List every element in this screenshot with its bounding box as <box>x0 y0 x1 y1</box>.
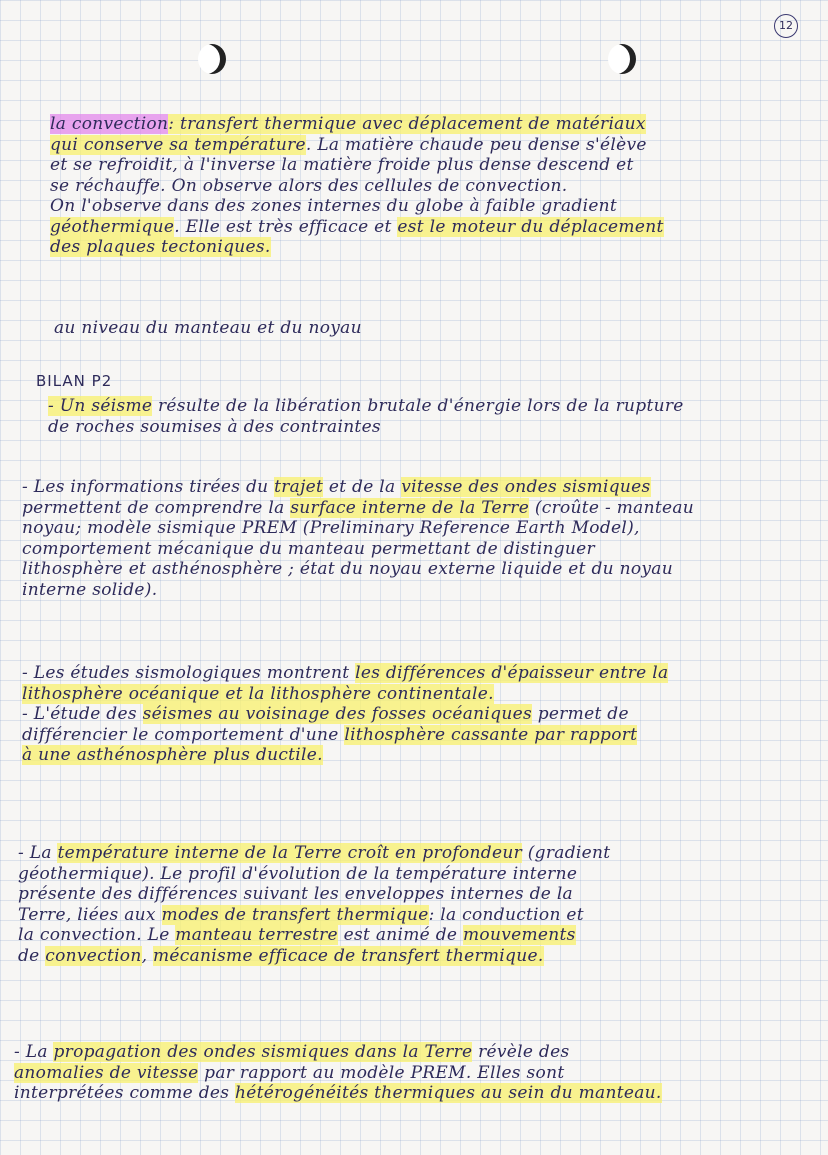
text-line: de roches soumises à des contraintes <box>48 416 381 437</box>
text-line: noyau; modèle sismique PREM (Preliminary Reference Earth Model), <box>22 518 640 538</box>
bilan-paragraph-2 <box>22 477 812 600</box>
text-line: - La température interne de la Terre croît en profondeur (gradient <box>18 843 611 863</box>
text-line: - Les études sismologiques montrent les différences d'épaisseur entre la <box>22 663 669 683</box>
page-number: 12 <box>774 14 798 38</box>
text-line: comportement mécanique du manteau permettant de distinguer <box>22 538 595 559</box>
convection-term: la convection <box>50 114 169 134</box>
text-line: interprétées comme des hétérogénéités thermiques au sein du manteau. <box>14 1083 662 1103</box>
text-line: interne solide). <box>22 579 158 600</box>
text-line: qui conserve sa température. La matière chaude peu dense s'élève <box>50 134 647 155</box>
text-line: et se refroidit, à l'inverse la matière froide plus dense descend et <box>50 155 634 175</box>
bilan-paragraph-4 <box>18 843 808 966</box>
bilan-paragraph-3 <box>22 663 812 766</box>
binder-hole-right <box>608 44 636 74</box>
bilan-title: BILAN P2 <box>36 372 113 390</box>
text-line: On l'observe dans des zones internes du globe à faible gradient <box>50 196 618 216</box>
text-line: permettent de comprendre la surface interne de la Terre (croûte - manteau <box>22 497 695 518</box>
text-line: à une asthénosphère plus ductile. <box>22 745 323 765</box>
bilan-paragraph-5 <box>14 1042 804 1104</box>
text-line: se réchauffe. On observe alors des cellules de convection. <box>50 175 568 196</box>
text-line: Terre, liées aux modes de transfert thermique: la conduction et <box>18 904 584 925</box>
text-line: la convection. Le manteau terrestre est animé de mouvements <box>18 925 576 945</box>
text-line: présente des différences suivant les enveloppes internes de la <box>18 884 573 904</box>
text-line: géothermique). Le profil d'évolution de la température interne <box>18 863 578 884</box>
text-line: différencier le comportement d'une lithosphère cassante par rapport <box>22 724 638 745</box>
bilan-paragraph-1 <box>48 396 818 437</box>
text-line: - La propagation des ondes sismiques dans la Terre révèle des <box>14 1042 570 1062</box>
text-line <box>50 114 810 135</box>
convection-definition: : transfert thermique avec déplacement de matériaux <box>168 114 646 134</box>
binder-hole-left <box>198 44 226 74</box>
text-line: - L'étude des séismes au voisinage des fosses océaniques permet de <box>22 704 629 724</box>
text-line: - Les informations tirées du trajet et de la vitesse des ondes sismiques <box>22 477 651 497</box>
convection-paragraph <box>50 114 810 258</box>
text-line: anomalies de vitesse par rapport au modèle PREM. Elles sont <box>14 1062 565 1083</box>
text-line: lithosphère et asthénosphère ; état du noyau externe liquide et du noyau <box>22 559 673 579</box>
text-line: géothermique. Elle est très efficace et est le moteur du déplacement <box>50 216 664 237</box>
note-line: au niveau du manteau et du noyau <box>54 318 362 338</box>
text-line: de convection, mécanisme efficace de transfert thermique. <box>18 945 544 966</box>
text-line: des plaques tectoniques. <box>50 237 271 257</box>
text-line: lithosphère océanique et la lithosphère continentale. <box>22 683 494 704</box>
text-line: - Un séisme résulte de la libération brutale d'énergie lors de la rupture <box>48 396 684 416</box>
